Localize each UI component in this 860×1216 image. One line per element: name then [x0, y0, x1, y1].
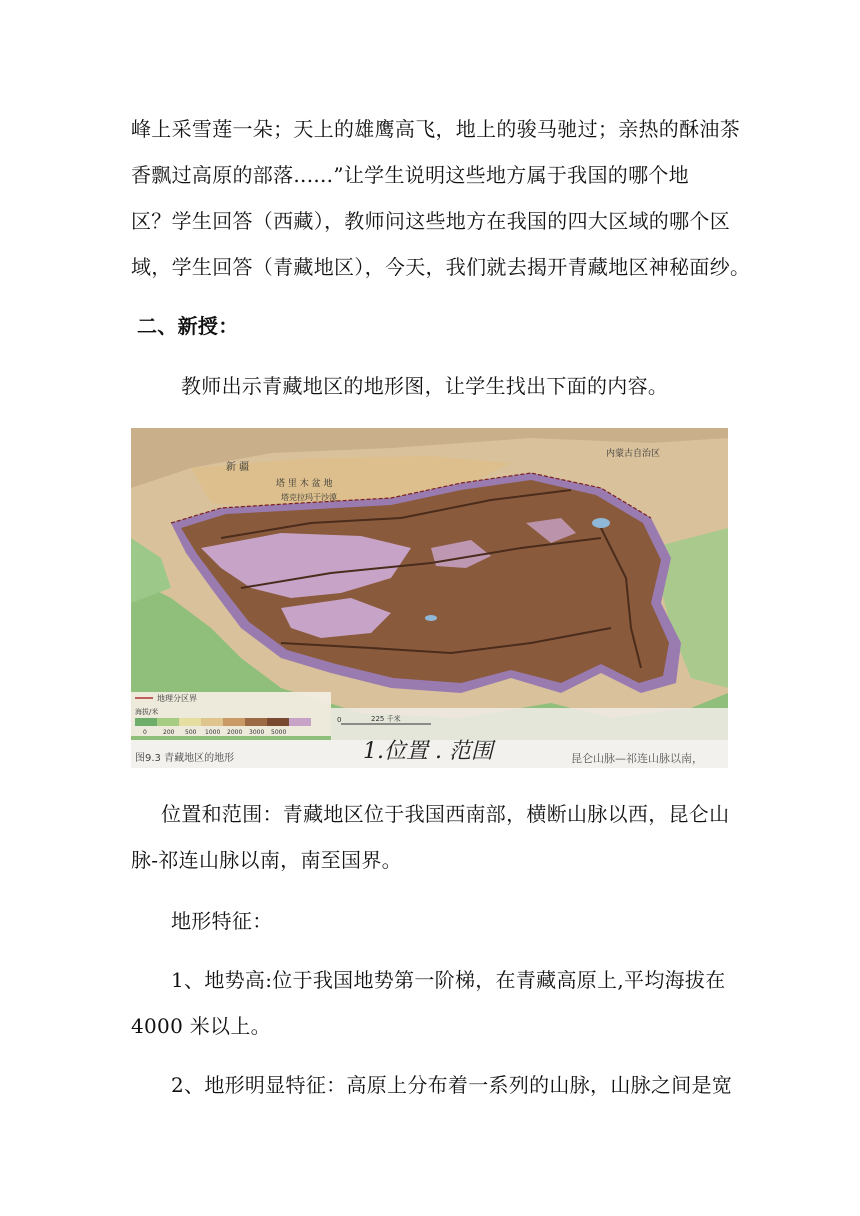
legend-value-2: 500: [185, 729, 197, 736]
position-line-2: 脉-祁连山脉以南，南至国界。: [131, 848, 402, 872]
paragraph-line-3: 区？学生回答（西藏），教师问这些地方在我国的四大区域的哪个区: [131, 209, 730, 233]
map-label-tarim: 塔 里 木 盆 地: [276, 479, 333, 489]
map-caption: 图9.3 青藏地区的地形: [135, 753, 235, 764]
map-label-xinjiang: 新 疆: [226, 462, 250, 473]
paragraph-line-2: 香飘过高原的部落......”让学生说明这些地方属于我国的哪个地: [131, 163, 689, 187]
scale-zero: 0: [337, 716, 342, 724]
legend-boundary-label: 地理分区界: [157, 694, 197, 703]
intro-text: 教师出示青藏地区的地形图，让学生找出下面的内容。: [181, 374, 669, 398]
feature-1-line-1: 1、地势高:位于我国地势第一阶梯，在青藏高原上,平均海拔在: [171, 968, 726, 992]
map-bottom-text: 昆仑山脉—祁连山脉以南，: [571, 752, 703, 765]
feature-1-line-2: 4000 米以上。: [131, 1014, 271, 1038]
position-line-1: 位置和范围：青藏地区位于我国西南部，横断山脉以西，昆仑山: [161, 802, 730, 826]
terrain-title: 地形特征：: [171, 909, 273, 933]
paragraph-line-1: 峰上采雪莲一朵；天上的雄鹰高飞，地上的骏马驰过；亲热的酥油茶: [131, 117, 740, 141]
legend-value-5: 3000: [249, 729, 265, 736]
legend-value-4: 2000: [227, 729, 243, 736]
feature-2-line-1: 2、地形明显特征：高原上分布着一系列的山脉，山脉之间是宽: [171, 1073, 733, 1097]
handwritten-note: 1.位置 . 范围: [363, 739, 493, 764]
legend-value-6: 5000: [271, 729, 287, 736]
map-label-taklamakan: 塔克拉玛干沙漠: [281, 493, 337, 502]
section-heading: 二、新授：: [137, 314, 239, 338]
map-label-neimenggu: 内蒙古自治区: [606, 449, 661, 459]
paragraph-line-4: 域，学生回答（青藏地区），今天，我们就去揭开青藏地区神秘面纱。: [131, 255, 751, 279]
legend-value-1: 200: [163, 729, 175, 736]
legend-value-3: 1000: [205, 729, 221, 736]
scale-label: 225 千米: [371, 715, 401, 723]
legend-value-0: 0: [143, 729, 147, 736]
legend-elevation-label: 海拔/米: [135, 708, 159, 716]
terrain-map-photo: [131, 428, 728, 768]
